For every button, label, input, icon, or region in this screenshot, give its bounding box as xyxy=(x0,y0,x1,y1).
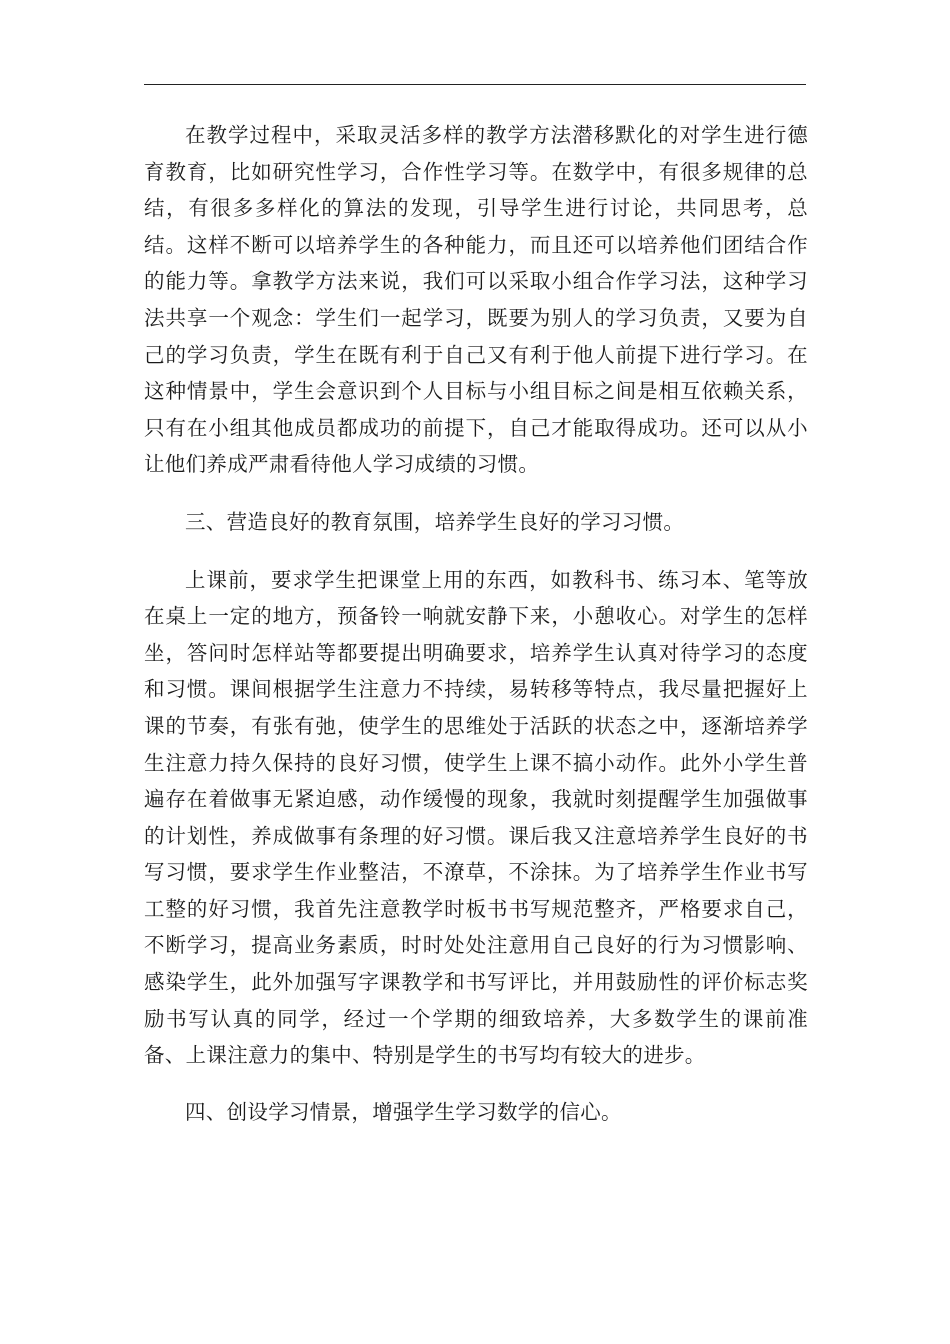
paragraph-learning-habits: 上课前，要求学生把课堂上用的东西，如教科书、练习本、笔等放在桌上一定的地方，预备铃一响就安静下来，小憩收心。对学生的怎样坐，答问时怎样站等都要提出明确要求，培养学生认真对待学习的态度和习惯。课间根据学生注意力不持续，易转移等特点，我尽量把握好上课的节奏，有张有弛，使学生的思维处于活跃的状态之中，逐渐培养学生注意力持久保持的良好习惯，使学生上课不搞小动作。此外小学生普遍存在着做事无紧迫感，动作缓慢的现象，我就时刻提醒学生加强做事的计划性，养成做事有条理的好习惯。课后我又注意培养学生良好的书写习惯，要求学生作业整洁，不潦草，不涂抹。为了培养学生作业书写工整的好习惯，我首先注意教学时板书书写规范整齐，严格要求自己，不断学习，提高业务素质，时时处处注意用自己良好的行为习惯影响、感染学生，此外加强写字课教学和书写评比，并用鼓励性的评价标志奖励书写认真的同学，经过一个学期的细致培养，大多数学生的课前准备、上课注意力的集中、特别是学生的书写均有较大的进步。 xyxy=(144,567,808,1068)
header-rule xyxy=(144,84,806,85)
paragraph-moral-education-methods: 在教学过程中，采取灵活多样的教学方法潜移默化的对学生进行德育教育，比如研究性学习，合作性学习等。在数学中，有很多规律的总结，有很多多样化的算法的发现，引导学生进行讨论，共同思考，总结。这样不断可以培养学生的各种能力，而且还可以培养他们团结合作的能力等。拿教学方法来说，我们可以采取小组合作学习法，这种学习法共享一个观念：学生们一起学习，既要为别人的学习负责，又要为自己的学习负责，学生在既有利于自己又有利于他人前提下进行学习。在这种情景中，学生会意识到个人目标与小组目标之间是相互依赖关系，只有在小组其他成员都成功的前提下，自己才能取得成功。还可以从小让他们养成严肃看待他人学习成绩的习惯。 xyxy=(144,123,808,477)
document-body xyxy=(144,117,808,1130)
section-heading-three: 三、营造良好的教育氛围，培养学生良好的学习习惯。 xyxy=(185,509,685,534)
section-heading-four: 四、创设学习情景，增强学生学习数学的信心。 xyxy=(185,1099,622,1124)
